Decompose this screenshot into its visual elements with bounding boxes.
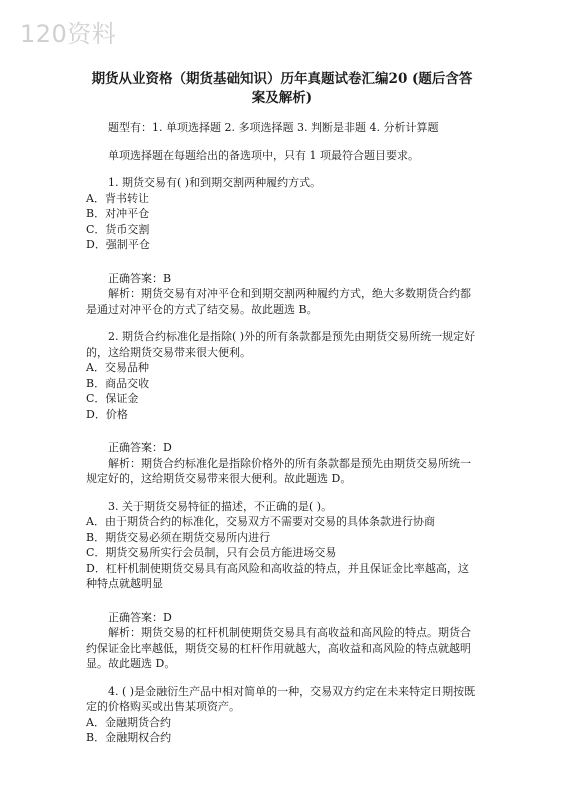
question-types: 题型有：1. 单项选择题 2. 多项选择题 3. 判断是非题 4. 分析计算题: [108, 121, 439, 134]
question-stem: 2. 期货合约标准化是指除( )外的所有条款都是预先由期货交易所统一规定好的，这给期货交易带来很大便利。: [86, 330, 476, 359]
option-b: B．商品交收: [86, 376, 150, 390]
watermark: 120资料: [20, 20, 117, 48]
option-d: D．强制平仓: [86, 238, 150, 251]
question-stem: 4. ( )是金融衍生产品中相对简单的一种，交易双方约定在未来特定日期按既定的价格购买或出售某项资产。: [86, 684, 476, 713]
option-a: A．交易品种: [86, 361, 149, 374]
correct-answer: 正确答案：B: [108, 271, 172, 285]
correct-answer: 正确答案：D: [108, 610, 172, 624]
document-title: 期货从业资格（期货基础知识）历年真题试卷汇编20 (题后含答案及解析): [91, 71, 473, 106]
question-stem: 3. 关于期货交易特征的描述，不正确的是( )。: [108, 499, 333, 513]
option-c: C．货币交割: [86, 222, 150, 236]
answer-analysis: 解析：期货交易的杠杆机制使期货交易具有高收益和高风险的特点。期货合约保证金比率越低，期货交易的杠杆作用就越大，高收益和高风险的特点就越明显。故此题选 D。: [86, 626, 471, 670]
question-stem: 1. 期货交易有( )和到期交割两种履约方式。: [108, 176, 322, 189]
option-b: B．期货交易必须在期货交易所内进行: [86, 530, 271, 544]
question-1: [86, 175, 478, 317]
question-4: [86, 684, 478, 746]
correct-answer: 正确答案：D: [108, 441, 172, 454]
option-c: C．保证金: [86, 392, 139, 405]
option-c: C．期货交易所实行会员制，只有会员方能进场交易: [86, 546, 337, 559]
document-page: [86, 70, 478, 746]
question-2: [86, 329, 478, 487]
option-d: D．杠杆机制使期货交易具有高风险和高收益的特点，并且保证金比率越高，这种特点就越明显: [86, 561, 469, 590]
option-b: B．对冲平仓: [86, 207, 150, 220]
section-instruction: 单项选择题在每题给出的备选项中，只有 1 项最符合题目要求。: [108, 148, 419, 162]
option-a: A．由于期货合约的标准化，交易双方不需要对交易的具体条款进行协商: [86, 515, 435, 528]
answer-analysis: 解析：期货合约标准化是指除价格外的所有条款都是预先由期货交易所统一规定好的，这给期货交易带来很大便利。故此题选 D。: [86, 456, 471, 485]
option-a: A．金融期货合约: [86, 715, 171, 729]
option-d: D．价格: [86, 407, 128, 421]
option-b: B．金融期权合约: [86, 731, 172, 744]
question-3: [86, 499, 478, 672]
option-a: A．背书转让: [86, 191, 149, 205]
answer-analysis: 解析：期货交易有对冲平仓和到期交割两种履约方式，绝大多数期货合约都是通过对冲平仓的方式了结交易。故此题选 B。: [86, 287, 471, 316]
